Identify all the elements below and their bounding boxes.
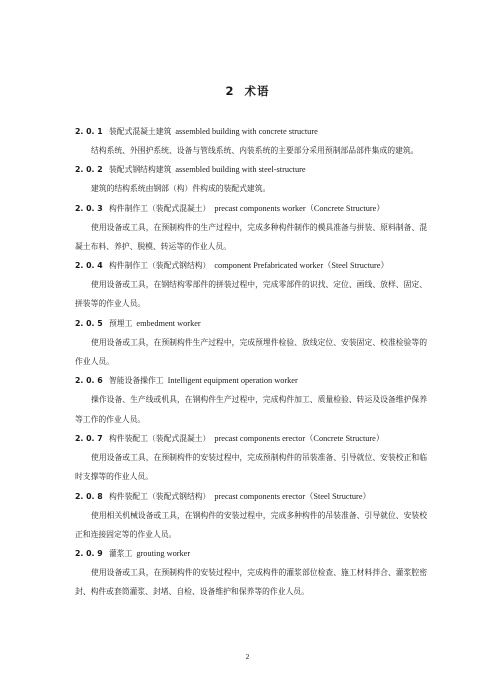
term-definition: 使用设备或工具，在钢结构零部件的拼装过程中，完成零部件的识找、定位、画线、放样、固定、拼装等的作业人员。 <box>75 280 427 309</box>
term-definition: 使用设备或工具，在预制构件的生产过程中，完成多种构件制作的模具准备与拼装、原料制备、混凝土布料、养护、脱模、转运等的作业人员。 <box>75 222 427 251</box>
term-heading <box>75 544 427 563</box>
term-number: 2. 0. 5 <box>75 318 103 328</box>
term-definition: 建筑的结构系统由钢部（构）件构成的装配式建筑。 <box>91 184 271 194</box>
term-heading <box>75 256 427 275</box>
term-chinese: 智能设备操作工 <box>109 376 164 386</box>
term-entry <box>75 314 427 372</box>
term-definition: 使用相关机械设备或工具，在钢构件的安装过程中，完成多种构件的吊装准备、引导就位、安装校正和连接固定等的作业人员。 <box>75 510 427 539</box>
terms-list <box>75 122 427 602</box>
term-chinese: 灌浆工 <box>109 549 133 559</box>
term-entry <box>75 371 427 429</box>
term-english: assembled building with steel-structure <box>175 165 306 175</box>
term-entry <box>75 487 427 545</box>
chapter-number: 2 <box>225 84 235 98</box>
term-chinese: 构件装配工（装配式混凝土） <box>109 433 211 443</box>
term-number: 2. 0. 3 <box>75 203 103 213</box>
term-heading <box>75 122 427 141</box>
term-english: component Prefabricated worker（Steel Structure） <box>214 261 389 271</box>
term-english: grouting worker <box>136 549 191 559</box>
term-entry <box>75 160 427 198</box>
term-english: Intelligent equipment operation worker <box>167 376 298 386</box>
term-heading <box>75 429 427 448</box>
term-chinese: 构件装配工（装配式钢结构） <box>109 491 211 501</box>
term-chinese: 装配式混凝土建筑 <box>109 127 172 136</box>
term-english: embedment worker <box>136 318 201 328</box>
term-entry <box>75 122 427 160</box>
term-number: 2. 0. 1 <box>75 127 103 136</box>
term-english: assembled building with concrete structure <box>175 127 318 136</box>
term-number: 2. 0. 4 <box>75 261 103 271</box>
term-entry <box>75 544 427 602</box>
term-number: 2. 0. 6 <box>75 376 103 386</box>
term-heading <box>75 371 427 390</box>
chapter-heading <box>0 83 495 99</box>
term-chinese: 装配式钢结构建筑 <box>109 165 172 175</box>
page-number: 2 <box>245 652 250 661</box>
term-number: 2. 0. 8 <box>75 491 103 501</box>
term-heading <box>75 314 427 333</box>
term-definition: 使用设备或工具，在预制构件的安装过程中，完成预制构件的吊装准备、引导就位、安装校正和临时支撑等的作业人员。 <box>75 452 427 482</box>
term-chinese: 构件制作工（装配式混凝土） <box>109 203 211 213</box>
term-number: 2. 0. 7 <box>75 433 103 443</box>
term-definition: 使用设备或工具，在预制构件的安装过程中，完成构件的灌浆部位检查、施工材料拌合、灌浆腔密封、构件或套筒灌浆、封堵、自检、设备维护和保养等的作业人员。 <box>75 568 427 597</box>
term-english: precast components erector（Steel Structure） <box>214 491 371 501</box>
term-english: precast components worker（Concrete Structure） <box>214 203 385 213</box>
term-definition: 操作设备、生产线或机具，在钢构件生产过程中，完成构件加工、质量检验、转运及设备维护保养等工作的作业人员。 <box>75 395 427 424</box>
chapter-title-text: 术语 <box>244 84 270 98</box>
term-heading <box>75 199 427 218</box>
term-definition: 结构系统、外围护系统、设备与管线系统、内装系统的主要部分采用预制部品部件集成的建筑。 <box>91 146 419 155</box>
term-entry <box>75 199 427 257</box>
term-heading <box>75 487 427 506</box>
term-heading <box>75 160 427 179</box>
term-number: 2. 0. 9 <box>75 549 103 559</box>
term-entry <box>75 256 427 314</box>
term-entry <box>75 429 427 487</box>
term-number: 2. 0. 2 <box>75 165 103 175</box>
term-chinese: 预埋工 <box>109 318 133 328</box>
term-chinese: 构件制作工（装配式钢结构） <box>109 261 211 271</box>
term-definition: 使用设备或工具，在预制构件生产过程中，完成预埋件检验、放线定位、安装固定、校准检验等的作业人员。 <box>75 337 427 367</box>
term-english: precast components erector（Concrete Structure） <box>214 433 385 443</box>
